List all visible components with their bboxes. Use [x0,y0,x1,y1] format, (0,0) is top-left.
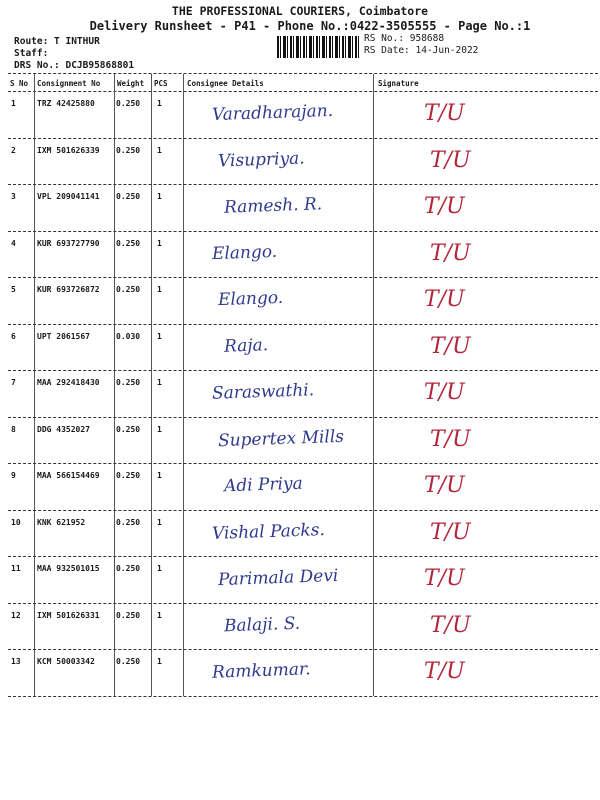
rs-date: RS Date: 14-Jun-2022 [364,45,479,56]
header-top-rule [8,73,598,74]
row-consignment-no: MAA 292418430 [37,378,100,387]
row-signature: T/U [424,287,465,312]
row-signature: T/U [424,566,465,591]
row-signature: T/U [424,473,465,498]
route-label: Route: T INTHUR [14,36,100,47]
row-sno: 12 [11,610,21,620]
row-consignee-handwritten: Balaji. S. [223,613,301,636]
row-sno: 1 [11,99,16,108]
row-signature: T/U [424,380,465,405]
row-sno: 7 [11,378,16,387]
row-divider [8,649,598,650]
row-consignee-handwritten: Ramkumar. [211,659,311,683]
row-divider [8,324,598,325]
row-weight: 0.250 [116,517,141,527]
row-consignee-handwritten: Parimala Devi [217,565,339,591]
row-weight: 0.250 [116,424,141,434]
row-signature: T/U [430,426,471,452]
row-consignment-no: MAA 932501015 [37,564,100,573]
row-pcs: 1 [157,285,162,294]
row-divider [8,138,598,139]
row-sno: 8 [11,424,16,434]
row-signature: T/U [430,240,471,266]
row-consignee-handwritten: Ramesh. R. [223,194,323,218]
col-signature: Signature [378,79,419,88]
row-weight: 0.250 [116,378,141,387]
row-consignee-handwritten: Elango. [211,241,278,264]
row-signature: T/U [424,659,465,684]
row-pcs: 1 [157,471,162,480]
row-consignment-no: KUR 693726872 [37,285,100,294]
row-consignee-handwritten: Supertex Mills [217,426,345,451]
row-weight: 0.250 [116,285,141,294]
row-divider [8,556,598,557]
row-signature: T/U [430,612,471,638]
row-sno: 6 [11,331,16,341]
row-sno: 2 [11,145,16,155]
row-divider [8,277,598,278]
company-title: THE PROFESSIONAL COURIERS, Coimbatore [171,4,429,18]
row-consignee-handwritten: Raja. [223,334,269,357]
col-consignment: Consignment No [37,79,101,88]
row-consignment-no: IXM 501626331 [37,610,100,620]
row-pcs: 1 [157,145,162,155]
row-sno: 11 [11,564,21,573]
row-sno: 5 [11,285,16,294]
row-sno: 4 [11,238,16,248]
row-weight: 0.250 [116,610,141,620]
row-signature: T/U [424,101,465,126]
row-consignee-handwritten: Varadharajan. [211,100,334,126]
row-weight: 0.250 [116,145,141,155]
row-weight: 0.030 [116,331,141,341]
row-weight: 0.250 [116,471,141,480]
row-divider [8,184,598,185]
row-consignment-no: UPT 2061567 [37,331,90,341]
row-divider [8,510,598,511]
row-consignment-no: KUR 693727790 [37,238,100,248]
row-divider [8,417,598,418]
row-consignee-handwritten: Saraswathi. [211,380,315,404]
row-signature: T/U [424,194,465,219]
row-pcs: 1 [157,564,162,573]
row-pcs: 1 [157,238,162,248]
row-pcs: 1 [157,657,162,666]
header-bottom-rule [8,91,598,92]
row-sno: 9 [11,471,16,480]
row-consignee-handwritten: Vishal Packs. [211,519,326,544]
row-sno: 13 [11,657,21,666]
row-consignment-no: IXM 501626339 [37,145,100,155]
row-pcs: 1 [157,99,162,108]
row-pcs: 1 [157,331,162,341]
row-signature: T/U [430,519,471,545]
row-pcs: 1 [157,192,162,201]
row-signature: T/U [430,147,471,173]
barcode [277,36,359,58]
drs-number: DRS No.: DCJB95868801 [14,60,135,71]
row-pcs: 1 [157,610,162,620]
rs-number: RS No.: 958688 [364,33,445,44]
col-sno: S No [10,79,29,88]
row-pcs: 1 [157,517,162,527]
col-pcs: PCS [154,79,168,88]
row-divider [8,696,598,697]
row-divider [8,370,598,371]
row-pcs: 1 [157,424,162,434]
row-consignment-no: MAA 566154469 [37,471,100,480]
row-weight: 0.250 [116,99,141,108]
row-consignment-no: VPL 209041141 [37,192,100,201]
row-sno: 3 [11,192,16,201]
row-sno: 10 [11,517,21,527]
row-consignment-no: DDG 4352027 [37,424,90,434]
row-weight: 0.250 [116,238,141,248]
staff-label: Staff: [14,48,49,59]
row-divider [8,231,598,232]
row-divider [8,603,598,604]
row-weight: 0.250 [116,192,141,201]
row-consignee-handwritten: Adi Priya [223,473,304,497]
row-weight: 0.250 [116,564,141,573]
row-consignment-no: KNK 621952 [37,517,86,527]
row-consignment-no: TRZ 42425880 [37,99,95,108]
row-pcs: 1 [157,378,162,387]
row-consignment-no: KCM 50003342 [37,657,95,666]
row-divider [8,463,598,464]
row-signature: T/U [430,333,471,359]
row-consignee-handwritten: Visupriya. [217,147,306,172]
row-consignee-handwritten: Elango. [217,287,284,311]
col-consignee: Consignee Details [187,79,264,88]
col-weight: Weight [117,79,145,88]
runsheet-title: Delivery Runsheet - P41 - Phone No.:0422-3505555 - Page No.:1 [89,19,531,33]
row-weight: 0.250 [116,657,141,666]
